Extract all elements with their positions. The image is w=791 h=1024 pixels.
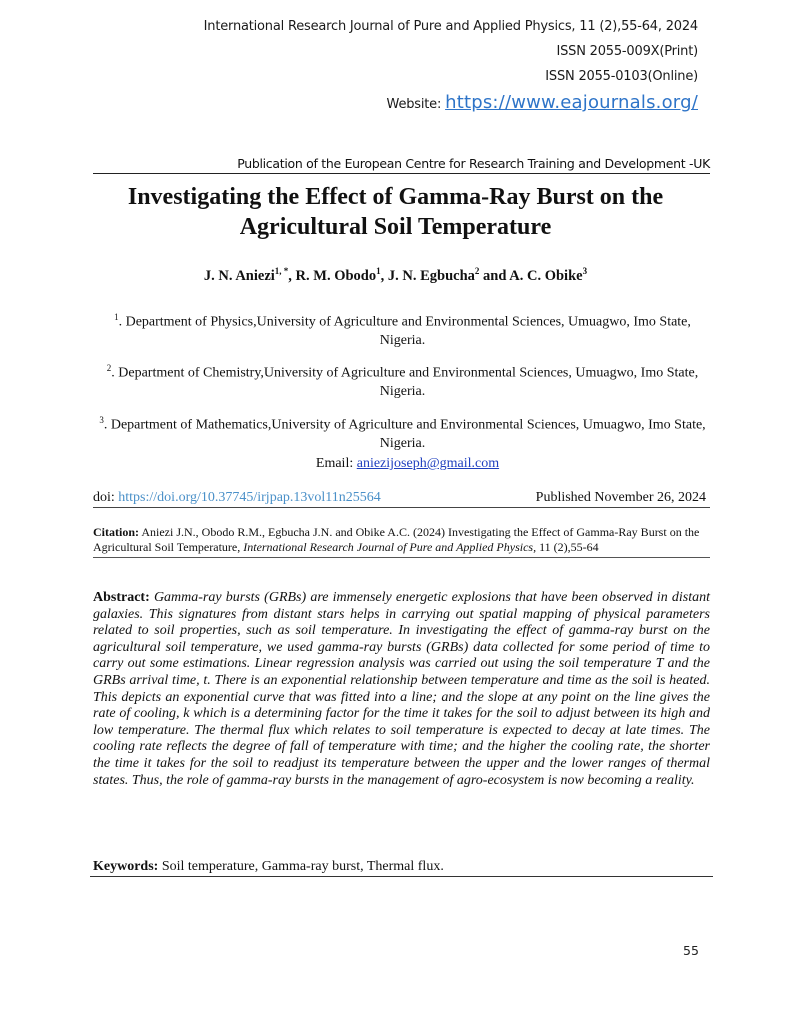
author-affil-sup: 1	[376, 266, 381, 276]
citation-volume: 11 (2),55-64	[536, 540, 599, 554]
email-link[interactable]: aniezijoseph@gmail.com	[356, 456, 500, 471]
doi-line	[93, 490, 710, 508]
affiliation-number: 3	[99, 415, 104, 425]
keywords-text: Soil temperature, Gamma-ray burst, Thermal flux.	[158, 859, 444, 874]
affiliation-number: 1	[114, 312, 119, 322]
published-date: Published November 26, 2024	[535, 490, 706, 505]
abstract-label: Abstract:	[93, 590, 150, 605]
author-separator: ,	[288, 267, 296, 284]
page-number: 55	[683, 943, 699, 958]
website-link[interactable]: https://www.eajournals.org/	[445, 92, 698, 113]
issn-online: ISSN 2055-0103(Online)	[545, 69, 698, 84]
article-title	[60, 182, 731, 242]
affiliation-text: . Department of Mathematics,University of Agriculture and Environmental Sciences, Umuagwo, Imo State, Nigeria.	[103, 417, 706, 451]
doi-link[interactable]: https://doi.org/10.37745/irjpap.13vol11n25564	[118, 490, 381, 505]
affiliation-1	[95, 308, 710, 350]
website-line	[387, 92, 698, 113]
website-label: Website:	[386, 97, 442, 112]
citation-block	[93, 525, 710, 558]
email-label: Email:	[315, 456, 357, 471]
author-list	[60, 266, 731, 285]
author-name: R. M. Obodo	[295, 267, 377, 284]
issn-print: ISSN 2055-009X(Print)	[556, 44, 698, 59]
affiliation-text: . Department of Physics,University of Agriculture and Environmental Sciences, Umuagwo, Imo State, Nigeria.	[118, 314, 691, 348]
affiliation-2	[95, 359, 710, 401]
author-name: J. N. Egbucha	[387, 267, 475, 284]
keywords-label: Keywords:	[93, 859, 159, 874]
abstract-text: Gamma-ray bursts (GRBs) are immensely energetic explosions that have been observed in distant galaxies. This signatures from distant stars helps in carrying out spatial mapping of physical parameters related to soil properties, such as soil temperature. In investigating the effect of gamma-ray burst on the agricultural soil temperature, we used gamma-ray bursts (GRBs) data collected for some period of time to carry out some estimations. Linear regression analysis was carried out using the soil temperature T and the GRBs arrival time, t. There is an exponential relationship between temperature and time as the soil is heated. This depicts an exponential curve that was fitted into a line; and the slope at any point on the line gives the rate of cooling, k which is a determining factor for the time it takes for the soil to adjust between its high and low temperature. The thermal flux which relates to soil temperature is expected to decay at late times. The cooling rate reflects the degree of fall of temperature with time; and the higher the cooling rate, the shorter the time it takes for the soil to readjust its temperature between the upper and the lower ranges of thermal states. Thus, the role of gamma-ray bursts in the management of agro-ecosystem is now becoming a reality.	[93, 590, 710, 788]
doi-label: doi:	[93, 490, 119, 505]
affiliation-3	[95, 411, 710, 453]
affiliation-text: . Department of Chemistry,University of Agriculture and Environmental Sciences, Umuagwo, Imo State, Nigeria.	[111, 365, 699, 399]
author-affil-sup: 3	[582, 266, 588, 276]
author-affil-sup: 2	[474, 266, 480, 276]
email-line	[60, 456, 731, 472]
citation-text: Aniezi J.N., Obodo R.M., Egbucha J.N. and Obike A.C. (2024) Investigating the Effect of Gamma-Ray Burst on the Agricultural Soil Temperature,	[93, 525, 700, 554]
author-name: J. N. Aniezi	[203, 267, 275, 284]
citation-label: Citation:	[93, 525, 139, 539]
publisher-line: Publication of the European Centre for Research Training and Development -UK	[93, 156, 710, 174]
title-line-1: Investigating the Effect of Gamma-Ray Burst on the	[127, 184, 664, 210]
title-line-2: Agricultural Soil Temperature	[239, 214, 552, 240]
author-and: and	[479, 267, 510, 284]
author-separator: ,	[380, 267, 388, 284]
citation-journal: International Research Journal of Pure and Applied Physics,	[243, 540, 537, 554]
affiliation-number: 2	[106, 363, 112, 373]
journal-line: International Research Journal of Pure and Applied Physics, 11 (2),55-64, 2024	[203, 19, 698, 34]
keywords-line	[90, 859, 713, 877]
author-affil-sup: 1, *	[274, 266, 289, 276]
author-name: A. C. Obike	[509, 267, 583, 284]
abstract-block	[93, 590, 710, 789]
